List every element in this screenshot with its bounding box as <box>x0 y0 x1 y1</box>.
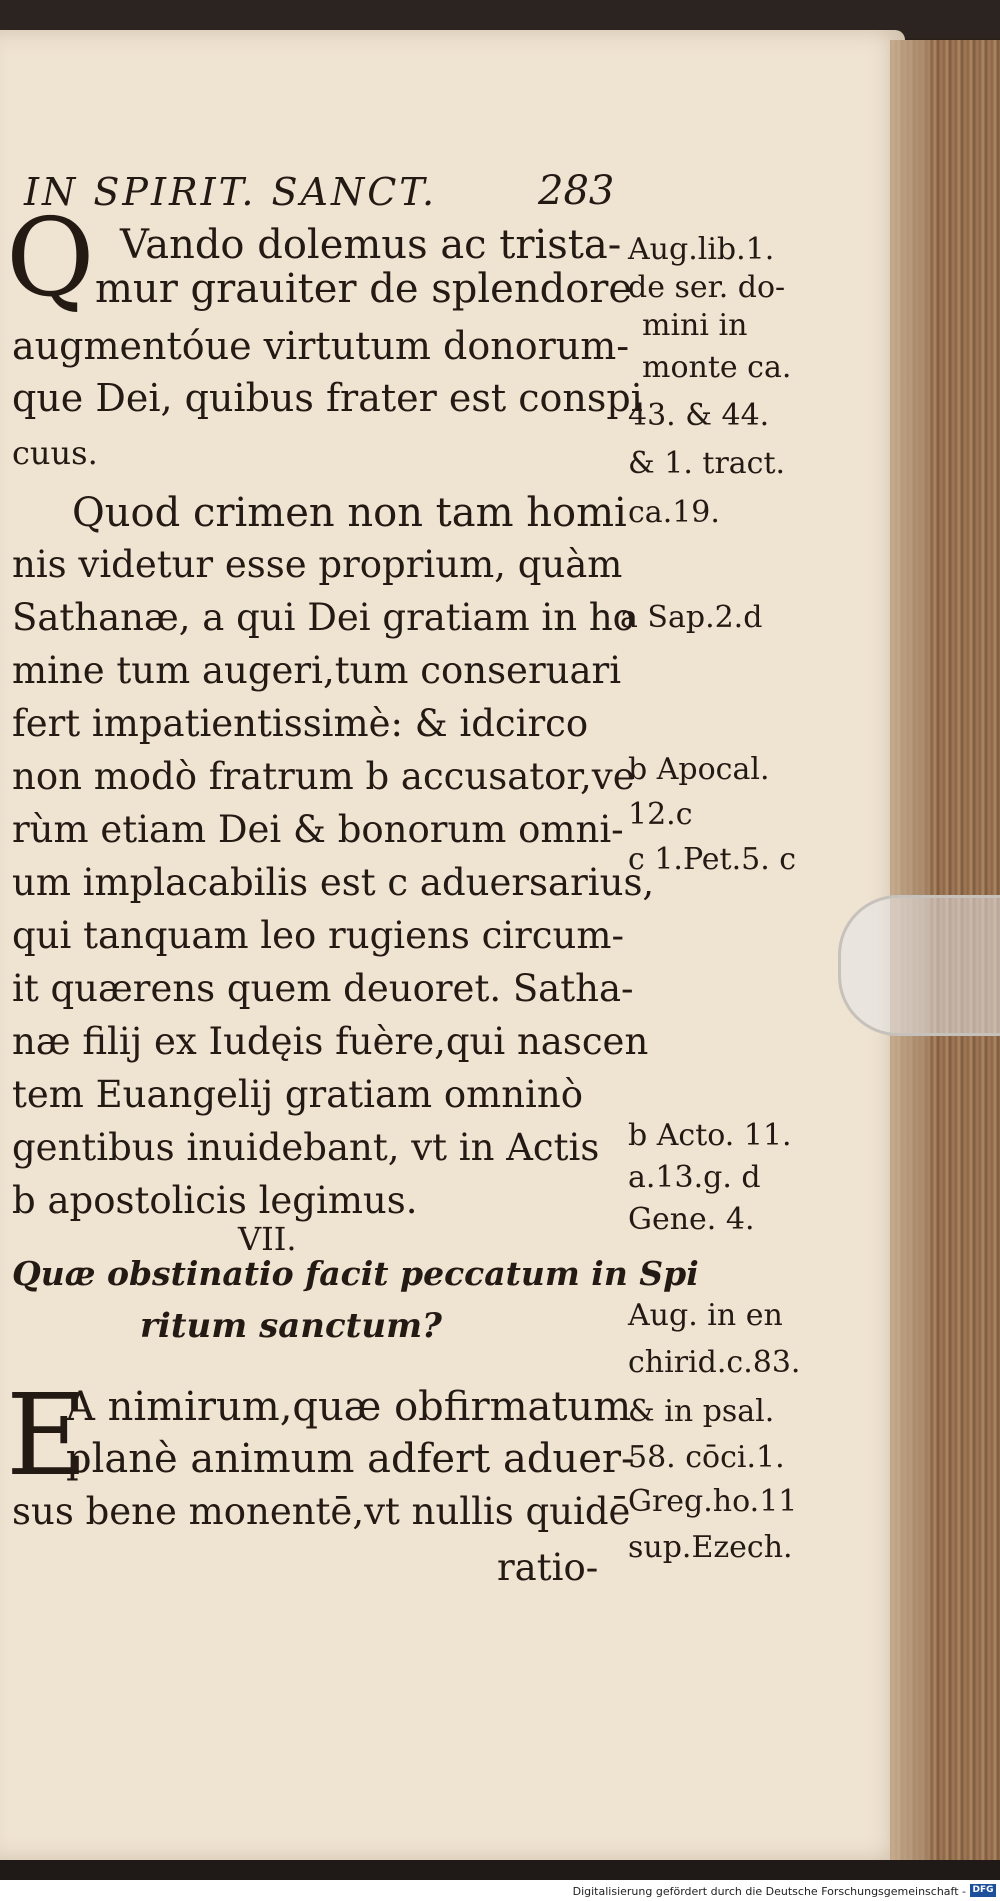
text-line: Sathanæ, a qui Dei gratiam in ho <box>12 596 635 639</box>
margin-note: Aug.lib.1. <box>628 232 775 267</box>
text-line: um implacabilis est c aduersarius, <box>12 861 655 904</box>
section-question: ritum sanctum? <box>140 1306 442 1346</box>
dfg-logo-icon: DFG <box>970 1884 996 1897</box>
scan-bottom-edge <box>0 1860 1000 1880</box>
drop-cap-e: E <box>6 1371 88 1501</box>
margin-note: chirid.c.83. <box>628 1345 801 1380</box>
text-line: qui tanquam leo rugiens circum- <box>12 914 624 957</box>
funding-note: Digitalisierung gefördert durch die Deutsche Forschungsgemeinschaft - <box>572 1885 966 1898</box>
text-line: fert impatientissimè: & idcirco <box>12 702 589 745</box>
clip-holder <box>838 895 1000 1036</box>
margin-note: de ser. do- <box>628 270 786 305</box>
text-line: rùm etiam Dei & bonorum omni- <box>12 808 624 851</box>
text-line: Vando dolemus ac trista- <box>120 222 622 268</box>
text-line: mine tum augeri,tum conseruari <box>12 649 622 692</box>
catchword: ratio- <box>497 1546 599 1589</box>
margin-note: monte ca. <box>642 350 792 385</box>
page-number: 283 <box>538 168 615 214</box>
text-line: b apostolicis legimus. <box>12 1179 418 1222</box>
text-line: it quærens quem deuoret. Satha- <box>12 967 634 1010</box>
margin-note: 12.c <box>628 797 693 832</box>
text-line: gentibus inuidebant, vt in Actis <box>12 1126 600 1169</box>
margin-note: a.13.g. d <box>628 1160 761 1195</box>
text-line: nis videtur esse proprium, quàm <box>12 543 623 586</box>
text-line: planè animum adfert aduer- <box>66 1436 635 1482</box>
section-question: Quæ obstinatio facit peccatum in Spi <box>12 1254 699 1293</box>
text-line: que Dei, quibus frater est conspi <box>12 376 643 420</box>
margin-note: ca.19. <box>628 495 720 530</box>
text-line: sus bene monentē,vt nullis quidē <box>12 1490 631 1533</box>
margin-note: b Apocal. <box>628 752 770 787</box>
text-line: tem Euangelij gratiam omninò <box>12 1073 583 1116</box>
margin-note: Greg.ho.11 <box>628 1484 798 1519</box>
section-numeral: VII. <box>238 1220 297 1258</box>
margin-note: mini in <box>642 308 748 343</box>
margin-note: 58. cōci.1. <box>628 1440 785 1475</box>
text-line: non modò fratrum b accusator,ve <box>12 755 635 798</box>
margin-note: Gene. 4. <box>628 1202 755 1237</box>
running-title: IN SPIRIT. SANCT. <box>24 170 438 214</box>
margin-note: & 1. tract. <box>628 446 786 481</box>
text-line: augmentóue virtutum donorum- <box>12 324 630 368</box>
text-line: mur grauiter de splendore <box>95 266 633 312</box>
margin-note: sup.Ezech. <box>628 1530 793 1565</box>
drop-cap-q: Q <box>6 196 95 321</box>
text-line: cuus. <box>12 434 98 472</box>
text-line: Quod crimen non tam homi <box>72 490 627 536</box>
margin-note: b Acto. 11. <box>628 1118 792 1153</box>
margin-note: c 1.Pet.5. c <box>628 842 797 877</box>
margin-note: & in psal. <box>628 1394 775 1429</box>
text-line: næ filij ex Iudęis fuère,qui nascen <box>12 1020 649 1063</box>
text-line: A nimirum,quæ obfirmatum <box>66 1384 632 1430</box>
margin-note: Aug. in en <box>628 1298 783 1333</box>
margin-note: a Sap.2.d <box>620 600 763 635</box>
margin-note: 43. & 44. <box>628 398 770 433</box>
